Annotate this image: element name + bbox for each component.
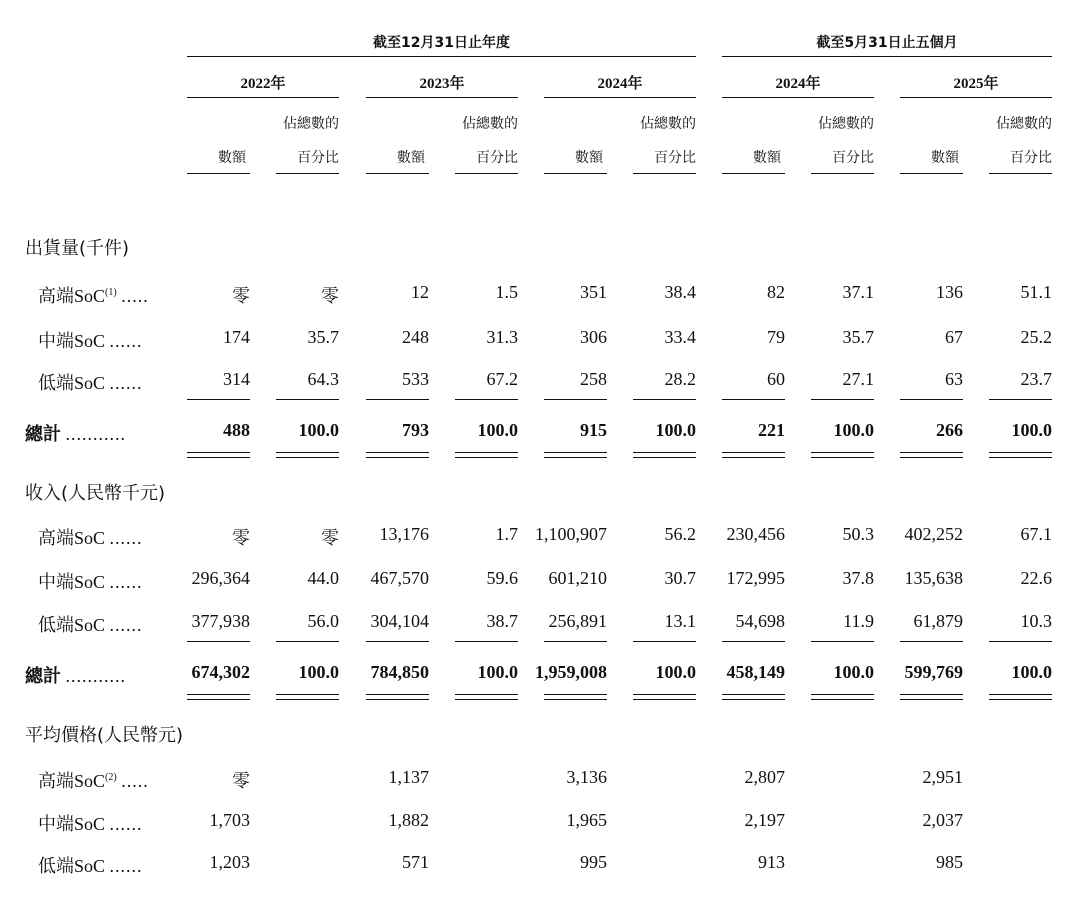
double-rule [900,457,963,458]
data-cell: 571 [402,852,429,872]
leader-dots: ...... [109,528,143,548]
data-cell: 314 [223,369,250,389]
amount-header: 數額 [397,150,425,166]
total-cell: 266 [936,420,963,440]
data-cell: 230,456 [726,524,785,544]
total-cell: 458,149 [726,662,785,682]
row-label [38,327,143,353]
data-cell: 2,037 [922,810,963,830]
data-cell: 54,698 [735,611,785,631]
double-rule [722,694,785,695]
double-rule [633,694,696,695]
sum-rule [187,641,250,642]
group-rule-fy [187,56,696,57]
row-label [38,369,143,395]
amount-header: 數額 [753,150,781,166]
year-header: 2023年 [419,76,465,92]
data-cell: 2,807 [744,767,785,787]
sum-rule [366,399,429,400]
data-cell: 11.9 [843,611,874,631]
data-cell: 56.2 [664,524,696,544]
percent-header-line2: 百分比 [654,150,696,166]
subheader-rule [989,173,1052,174]
data-cell: 67 [945,327,963,347]
double-rule [722,452,785,453]
data-cell: 44.0 [307,568,339,588]
double-rule [633,452,696,453]
data-cell: 601,210 [548,568,607,588]
leader-dots: ........... [65,666,126,686]
group-header-fy: 截至12月31日止年度 [373,35,510,51]
data-cell: 1,703 [209,810,250,830]
subheader-rule [900,173,963,174]
total-cell: 100.0 [833,662,874,682]
double-rule [633,699,696,700]
year-header: 2025年 [953,76,999,92]
leader-dots: ...... [109,572,143,592]
data-cell: 985 [936,852,963,872]
data-cell: 50.3 [842,524,874,544]
double-rule [544,452,607,453]
year-header: 2024年 [597,76,643,92]
double-rule [366,694,429,695]
total-cell: 784,850 [370,662,429,682]
data-cell: 37.8 [842,568,874,588]
double-rule [900,699,963,700]
double-rule [276,452,339,453]
year-rule [187,97,339,98]
data-cell: 零 [232,771,250,791]
data-cell: 1,882 [388,810,429,830]
row-label-text: 高端SoC [38,771,106,791]
year-rule [722,97,874,98]
data-cell: 256,891 [548,611,607,631]
amount-header: 數額 [218,150,246,166]
sum-rule [900,399,963,400]
double-rule [989,452,1052,453]
double-rule [455,694,518,695]
section-title: 收入(人民幣千元) [25,483,166,504]
data-cell: 913 [758,852,785,872]
percent-header-line1: 佔總數的 [996,116,1052,132]
double-rule [811,457,874,458]
double-rule [366,699,429,700]
double-rule [544,699,607,700]
row-label-text: 低端SoC [38,856,106,876]
subheader-rule [276,173,339,174]
year-header: 2024年 [775,76,821,92]
leader-dots: ........... [65,424,126,444]
double-rule [366,452,429,453]
percent-header-line2: 百分比 [1010,150,1052,166]
leader-dots: ...... [109,615,143,635]
sum-rule [455,641,518,642]
data-cell: 82 [767,282,785,302]
data-cell: 零 [232,286,250,306]
sum-rule [722,399,785,400]
total-cell: 674,302 [191,662,250,682]
subheader-rule [366,173,429,174]
data-cell: 3,136 [566,767,607,787]
double-rule [455,457,518,458]
row-label-text: 中端SoC [38,572,106,592]
total-cell: 488 [223,420,250,440]
row-label [38,767,149,793]
sum-rule [722,641,785,642]
leader-dots: ..... [121,286,149,306]
data-cell: 13,176 [379,524,429,544]
row-label-text: 總計 [25,424,61,444]
subheader-rule [633,173,696,174]
data-cell: 27.1 [842,369,874,389]
double-rule [276,694,339,695]
sum-rule [811,641,874,642]
total-cell: 100.0 [477,662,518,682]
row-label [38,568,143,594]
double-rule [811,694,874,695]
year-rule [544,97,696,98]
data-cell: 136 [936,282,963,302]
sum-rule [276,641,339,642]
total-cell: 100.0 [477,420,518,440]
section-title: 出貨量(千件) [25,238,130,259]
data-cell: 33.4 [664,327,696,347]
double-rule [811,699,874,700]
data-cell: 零 [321,286,339,306]
double-rule [187,452,250,453]
row-label-text: 低端SoC [38,615,106,635]
footnote-ref: (2) [105,772,117,783]
leader-dots: ...... [109,331,143,351]
data-cell: 25.2 [1020,327,1052,347]
double-rule [187,699,250,700]
footnote-ref: (1) [105,287,117,298]
sum-rule [811,399,874,400]
data-cell: 1,100,907 [535,524,607,544]
data-cell: 28.2 [664,369,696,389]
total-row-label [25,662,126,688]
data-cell: 67.2 [486,369,518,389]
row-label-text: 中端SoC [38,331,106,351]
double-rule [811,452,874,453]
data-cell: 995 [580,852,607,872]
group-rule-5m [722,56,1052,57]
data-cell: 31.3 [486,327,518,347]
leader-dots: ..... [121,771,149,791]
double-rule [187,694,250,695]
percent-header-line2: 百分比 [297,150,339,166]
double-rule [276,699,339,700]
sum-rule [544,641,607,642]
section-title: 平均價格(人民幣元) [25,725,184,746]
double-rule [989,699,1052,700]
row-label-text: 中端SoC [38,814,106,834]
row-label [38,852,143,878]
data-cell: 1.5 [495,282,518,302]
percent-header-line1: 佔總數的 [640,116,696,132]
sum-rule [276,399,339,400]
sum-rule [544,399,607,400]
leader-dots: ...... [109,373,143,393]
total-cell: 221 [758,420,785,440]
data-cell: 56.0 [307,611,339,631]
row-label [38,611,143,637]
row-label [38,282,149,308]
data-cell: 60 [767,369,785,389]
subheader-rule [544,173,607,174]
data-cell: 1,965 [566,810,607,830]
percent-header-line1: 佔總數的 [818,116,874,132]
sum-rule [900,641,963,642]
data-cell: 258 [580,369,607,389]
data-cell: 51.1 [1020,282,1052,302]
sum-rule [989,641,1052,642]
sum-rule [187,399,250,400]
sum-rule [633,399,696,400]
data-cell: 63 [945,369,963,389]
year-rule [366,97,518,98]
data-cell: 64.3 [307,369,339,389]
leader-dots: ...... [109,814,143,834]
data-cell: 304,104 [370,611,429,631]
data-cell: 533 [402,369,429,389]
total-cell: 100.0 [298,662,339,682]
sum-rule [366,641,429,642]
data-cell: 1,203 [209,852,250,872]
total-cell: 100.0 [655,662,696,682]
data-cell: 467,570 [370,568,429,588]
data-cell: 296,364 [191,568,250,588]
subheader-rule [722,173,785,174]
percent-header-line2: 百分比 [832,150,874,166]
data-cell: 402,252 [904,524,963,544]
data-cell: 22.6 [1020,568,1052,588]
total-row-label [25,420,126,446]
data-cell: 351 [580,282,607,302]
data-cell: 2,951 [922,767,963,787]
data-cell: 13.1 [664,611,696,631]
amount-header: 數額 [931,150,959,166]
data-cell: 67.1 [1020,524,1052,544]
year-rule [900,97,1052,98]
row-label [38,524,143,550]
row-label-text: 高端SoC [38,528,106,548]
double-rule [900,694,963,695]
sum-rule [455,399,518,400]
total-cell: 100.0 [1011,662,1052,682]
double-rule [366,457,429,458]
row-label [38,810,143,836]
double-rule [989,694,1052,695]
total-cell: 599,769 [904,662,963,682]
total-cell: 100.0 [655,420,696,440]
percent-header-line1: 佔總數的 [462,116,518,132]
amount-header: 數額 [575,150,603,166]
double-rule [900,452,963,453]
total-cell: 793 [402,420,429,440]
subheader-rule [811,173,874,174]
double-rule [722,699,785,700]
data-cell: 59.6 [486,568,518,588]
data-cell: 172,995 [726,568,785,588]
data-cell: 38.4 [664,282,696,302]
row-label-text: 低端SoC [38,373,106,393]
double-rule [544,694,607,695]
total-cell: 915 [580,420,607,440]
double-rule [544,457,607,458]
sum-rule [633,641,696,642]
year-header: 2022年 [240,76,286,92]
data-cell: 35.7 [842,327,874,347]
double-rule [455,699,518,700]
group-header-5m: 截至5月31日止五個月 [816,35,958,51]
percent-header-line2: 百分比 [476,150,518,166]
data-cell: 38.7 [486,611,518,631]
total-cell: 100.0 [298,420,339,440]
data-cell: 12 [411,282,429,302]
data-cell: 1.7 [495,524,518,544]
row-label-text: 高端SoC [38,286,106,306]
data-cell: 79 [767,327,785,347]
leader-dots: ...... [109,856,143,876]
total-cell: 100.0 [833,420,874,440]
data-cell: 10.3 [1020,611,1052,631]
double-rule [989,457,1052,458]
data-cell: 174 [223,327,250,347]
data-cell: 61,879 [913,611,963,631]
data-cell: 377,938 [191,611,250,631]
data-cell: 1,137 [388,767,429,787]
data-cell: 零 [232,528,250,548]
double-rule [276,457,339,458]
data-cell: 30.7 [664,568,696,588]
double-rule [633,457,696,458]
row-label-text: 總計 [25,666,61,686]
data-cell: 23.7 [1020,369,1052,389]
data-cell: 306 [580,327,607,347]
data-cell: 2,197 [744,810,785,830]
total-cell: 1,959,008 [535,662,607,682]
data-cell: 37.1 [842,282,874,302]
data-cell: 零 [321,528,339,548]
total-cell: 100.0 [1011,420,1052,440]
data-cell: 248 [402,327,429,347]
data-cell: 135,638 [904,568,963,588]
data-cell: 35.7 [307,327,339,347]
subheader-rule [187,173,250,174]
double-rule [455,452,518,453]
double-rule [187,457,250,458]
sum-rule [989,399,1052,400]
subheader-rule [455,173,518,174]
percent-header-line1: 佔總數的 [283,116,339,132]
double-rule [722,457,785,458]
